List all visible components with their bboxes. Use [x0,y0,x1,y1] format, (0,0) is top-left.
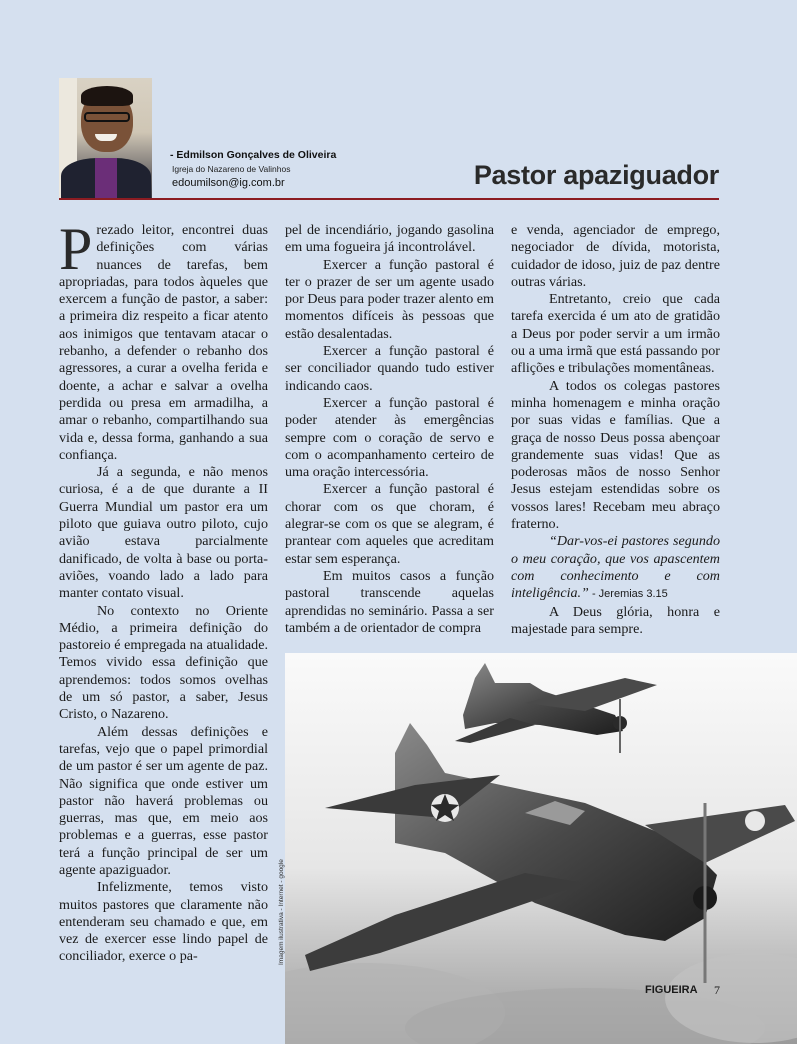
paragraph: A todos os colegas pastores minha homenagem e minha oração por suas vidas e famílias. Que a graça de nosso Deus possa abençoar grandemente suas vidas! Que as poderosas mãos de nosso Senhor Jesus estejam estendidas sobre os vossos lares! Recebam meu abraço fraterno. [511,377,720,533]
paragraph: Prezado leitor, encontrei duas definições com várias nuances de tarefas, bem apropriadas, para todos àqueles que exercem a função de pastor, a saber: a primeira diz respeito a ficar atento aos inimigos que tentavam atacar o rebanho, a defender o rebanho dos agressores, a curar a ovelha ferida e doente, a achar e salvar a ovelha perdida ou presa em armadilha, a amar o rebanho, compartilhando sua vida e, dessa forma, ganhando a sua confiança. [59,216,268,463]
author-church: Igreja do Nazareno de Valinhos [172,164,291,174]
paragraph: Exercer a função pastoral é ter o prazer de ser um agente usado por Deus para poder trazer alento em momentos difíceis às pessoas que estão desalentadas. [285,256,494,342]
magazine-name: FIGUEIRA [645,984,698,996]
paragraph: Já a segunda, e não menos curiosa, é a de que durante a II Guerra Mundial um pastor era um piloto que guiava outro piloto, cujo avião estava parcialmente danificado, de volta à base ou porta-aviões, voando lado a lado para manter contato visual. [59,464,268,602]
article-title: Pastor apaziguador [473,160,719,190]
header-rule [59,198,719,200]
paragraph: e venda, agenciador de emprego, negociador de dívida, motorista, cuidador de idoso, juiz de paz dentre outras várias. [511,222,720,290]
aircraft-photo [285,653,797,1044]
drop-cap: P [59,216,93,282]
article-column-1 [59,216,268,966]
article-column-2 [285,222,494,637]
paragraph: No contexto no Oriente Médio, a primeira definição do pastoreio é empregada na atualidade. Temos vivido essa definição que aprendemos: todos somos ovelhas de um só pastor, a saber, Jesus Cristo, o Nazareno. [59,602,268,723]
closing-paragraph: A Deus glória, honra e majestade para sempre. [511,603,720,637]
paragraph: pel de incendiário, jogando gasolina em uma fogueira já incontrolável. [285,222,494,256]
paragraph: Exercer a função pastoral é ser conciliador quando tudo estiver indicando caos. [285,343,494,394]
quote-reference: - Jeremias 3.15 [588,588,668,601]
author-name: - Edmilson Gonçalves de Oliveira [170,149,337,161]
paragraph: Exercer a função pastoral é poder atender às emergências sempre com o coração de servo e com o acompanhamento certeiro de uma oração intercessória. [285,394,494,481]
paragraph: Além dessas definições e tarefas, vejo que o papel primordial de um pastor é ser um agente de paz. Não significa que onde estiver um pastor não haverá problemas ou guerras, mas que, em meio aos problemas e a guerras, esse pastor terá a função principal de ser um agente apaziguador. [59,723,268,878]
author-photo [59,78,152,198]
paragraph: Exercer a função pastoral é chorar com os que choram, é alegrar-se com os que se alegram, é prantear com aqueles que acreditam estar sem esperança. [285,481,494,567]
paragraph: Infelizmente, temos visto muitos pastores que claramente não entenderam seu chamado e que, em vez de exercer esse lindo papel de conciliador, exerce o pa- [59,879,268,965]
paragraph: Em muitos casos a função pastoral transcende aquelas aprendidas no seminário. Passa a ser também a de orientador de compra [285,567,494,636]
paragraph: Entretanto, creio que cada tarefa exercida é um ato de gratidão a Deus por poder servir a um irmão ou a uma irmã que está passando por aflições e tribulações momentâneas. [511,291,720,377]
image-credit: Imagem ilustrativa - Internet - google [278,859,285,965]
article-column-3 [511,222,720,638]
page-number: 7 [714,983,720,997]
bible-quote: “Dar-vos-ei pastores segundo o meu coração, que vos apascentem com conhecimento e com inteligência.” - Jeremias 3.15 [511,533,720,602]
author-email: edoumilson@ig.com.br [172,177,285,189]
